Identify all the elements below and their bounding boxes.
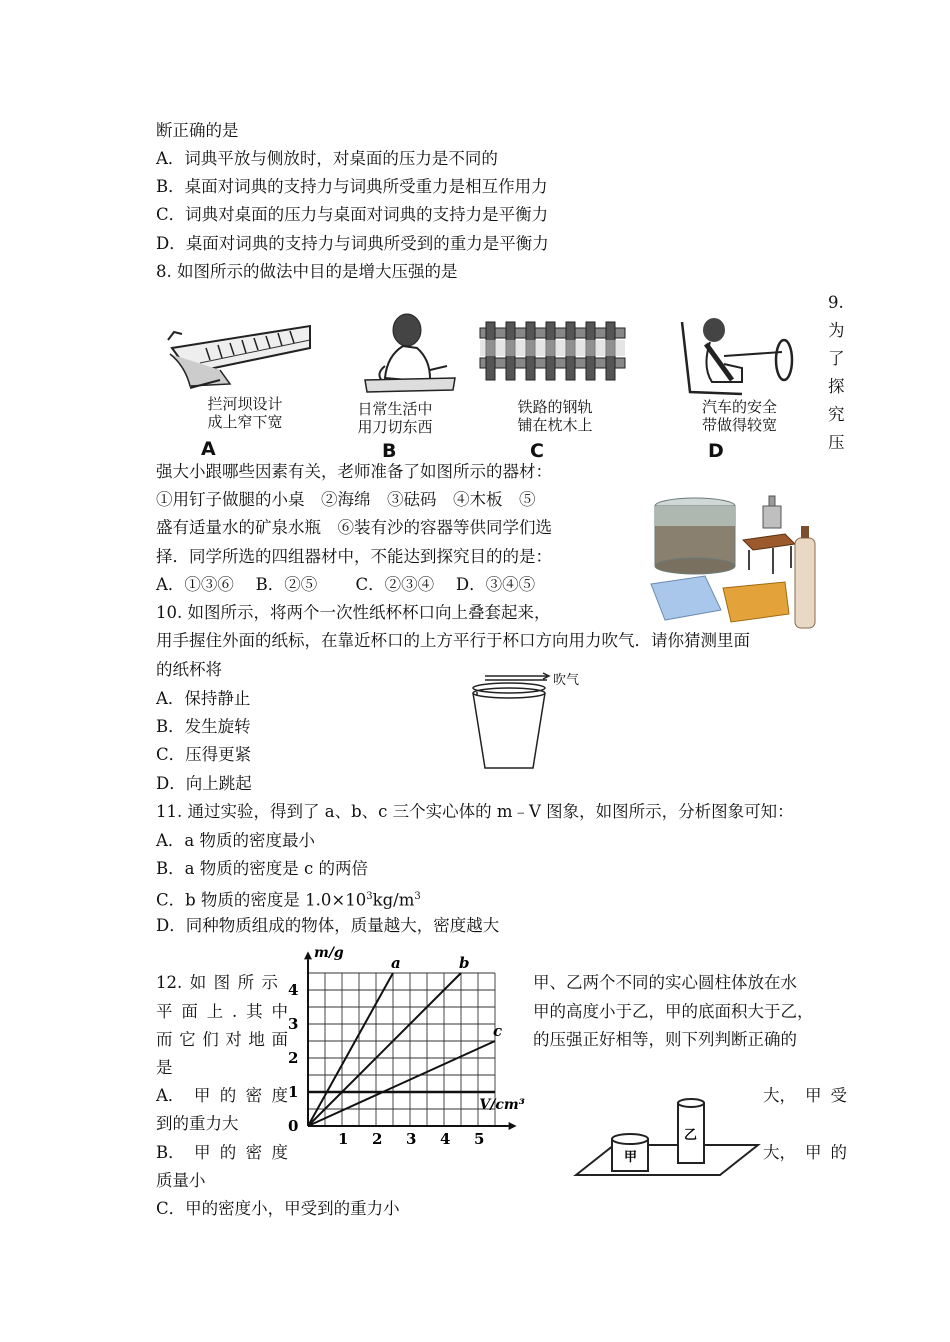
- figure-b-letter: B: [382, 440, 397, 462]
- q12-option-a-tail: 到的重力大: [156, 1114, 239, 1133]
- y-tick-label: 2: [288, 1049, 299, 1067]
- x-axis-arrow: [509, 1122, 517, 1130]
- q9-vertical-char: 了: [828, 349, 845, 368]
- q9-vertical-char: 探: [828, 377, 845, 396]
- yi-label: 乙: [684, 1128, 698, 1143]
- x-tick-label: 2: [372, 1130, 383, 1148]
- q11-option-c: C．b 物质的密度是 $1.0\times 10^3kg/m^3$: [156, 890, 421, 910]
- q9-vertical-char: 究: [828, 405, 845, 424]
- y-axis-label: m/g: [314, 945, 344, 961]
- y-axis-arrow: [304, 951, 312, 959]
- figure-a-caption-2: 成上窄下宽: [207, 413, 283, 431]
- q12-option-b-left: B． 甲 的 密 度: [156, 1143, 288, 1162]
- series-line-a: [308, 973, 393, 1126]
- series-line-b: [308, 973, 461, 1126]
- apparatus-illustration: [645, 488, 825, 638]
- q10-line-3: 的纸杯将: [156, 660, 222, 679]
- q12-line-2-right: 甲的高度小于乙，甲的底面积大于乙，: [533, 1002, 814, 1021]
- mass-volume-chart: [288, 940, 533, 1152]
- q12-option-a-right: 大， 甲 受: [763, 1086, 847, 1105]
- figure-a-letter: A: [201, 438, 216, 460]
- q9-line-2: ①用钉子做腿的小桌 ②海绵 ③砝码 ④木板 ⑤: [156, 490, 536, 509]
- q12-option-b-right: 大， 甲 的: [763, 1143, 847, 1162]
- y-tick-label: 1: [288, 1083, 299, 1101]
- dam-illustration: [160, 318, 315, 398]
- q9-options: A．①③⑥ B．②⑤ C．②③④ D．③④⑤: [156, 575, 536, 594]
- figure-d-caption-1: 汽车的安全: [701, 398, 777, 416]
- series-label-b: b: [459, 954, 470, 972]
- q12-option-a-left: A． 甲 的 密 度: [156, 1086, 288, 1105]
- q11-option-b: B．a 物质的密度是 c 的两倍: [156, 859, 368, 878]
- q12-line-3-right: 的压强正好相等，则下列判断正确的: [533, 1030, 797, 1049]
- y-tick-label: 4: [288, 981, 299, 999]
- q9-line-3: 盛有适量水的矿泉水瓶 ⑥装有沙的容器等供同学们选: [156, 518, 552, 537]
- jia-label: 甲: [624, 1150, 638, 1165]
- x-axis-label: V/cm³: [479, 1097, 525, 1113]
- figure-a-caption-1: 拦河坝设计: [207, 395, 283, 413]
- blow-label: 吹气: [553, 673, 580, 688]
- seatbelt-illustration: [672, 312, 807, 397]
- q12-line-2-left: 平 面 上 . 其 中: [156, 1002, 288, 1021]
- figure-c-letter: C: [530, 440, 544, 462]
- q9-vertical-char: 压: [828, 433, 845, 452]
- q10-line-1: 10. 如图所示，将两个一次性纸杯杯口向上叠套起来，: [156, 603, 551, 622]
- q8-stem: 8. 如图所示的做法中目的是增大压强的是: [156, 262, 458, 281]
- x-tick-label: 5: [474, 1130, 485, 1148]
- q9-line-4: 择．同学所选的四组器材中，不能达到探究目的的是：: [156, 547, 552, 566]
- q12-line-4: 是: [156, 1058, 173, 1077]
- q9-vertical-char: 为: [828, 321, 845, 340]
- q11-option-d: D．同种物质组成的物体，质量越大，密度越大: [156, 916, 500, 935]
- series-label-c: c: [493, 1022, 503, 1040]
- q12-line-1-left: 12. 如 图 所 示: [156, 973, 278, 992]
- y-tick-label: 0: [288, 1117, 299, 1135]
- q10-line-2: 用手握住外面的纸标，在靠近杯口的上方平行于杯口方向用力吹气．请你猜测里面: [156, 631, 750, 650]
- q12-option-c: C．甲的密度小，甲受到的重力小: [156, 1199, 400, 1218]
- q7-option-a: A．词典平放与侧放时，对桌面的压力是不同的: [156, 149, 498, 168]
- series-line-c: [308, 1041, 495, 1126]
- q9-number: 9.: [828, 293, 844, 312]
- q12-line-1-right: 甲、乙两个不同的实心圆柱体放在水: [533, 973, 797, 992]
- figure-b-caption-2: 用刀切东西: [357, 418, 433, 436]
- q10-option-c: C．压得更紧: [156, 745, 252, 764]
- series-label-a: a: [391, 954, 401, 972]
- x-tick-label: 4: [440, 1130, 451, 1148]
- q12-line-3-left: 而 它 们 对 地 面: [156, 1030, 288, 1049]
- q7-option-b: B．桌面对词典的支持力与词典所受重力是相互作用力: [156, 177, 548, 196]
- q9-line-1: 强大小跟哪些因素有关，老师准备了如图所示的器材：: [156, 462, 552, 481]
- figure-c-caption-2: 铺在枕木上: [517, 416, 593, 434]
- x-tick-label: 1: [338, 1130, 349, 1148]
- figure-b-caption-1: 日常生活中: [357, 400, 433, 418]
- y-tick-label: 3: [288, 1015, 299, 1033]
- cutting-illustration: [345, 308, 465, 398]
- q11-option-a: A．a 物质的密度最小: [156, 831, 315, 850]
- figure-d-letter: D: [708, 440, 724, 462]
- q7-option-d: D．桌面对词典的支持力与词典所受到的重力是平衡力: [156, 234, 549, 253]
- q10-option-d: D．向上跳起: [156, 774, 252, 793]
- figure-d-caption-2: 带做得较宽: [701, 416, 777, 434]
- cylinders-illustration: [570, 1095, 762, 1185]
- railway-illustration: [478, 320, 628, 385]
- q7-stem-tail: 断正确的是: [156, 121, 239, 140]
- x-tick-label: 3: [406, 1130, 417, 1148]
- q12-option-b-tail: 质量小: [156, 1171, 206, 1190]
- q10-option-b: B．发生旋转: [156, 717, 251, 736]
- q7-option-c: C．词典对桌面的压力与桌面对词典的支持力是平衡力: [156, 205, 549, 224]
- q10-option-a: A．保持静止: [156, 689, 251, 708]
- figure-c-caption-1: 铁路的钢轨: [517, 398, 593, 416]
- q11-stem: 11. 通过实验，得到了 a、b、c 三个实心体的 m﹣V 图象，如图所示，分析图象可知：: [156, 802, 794, 821]
